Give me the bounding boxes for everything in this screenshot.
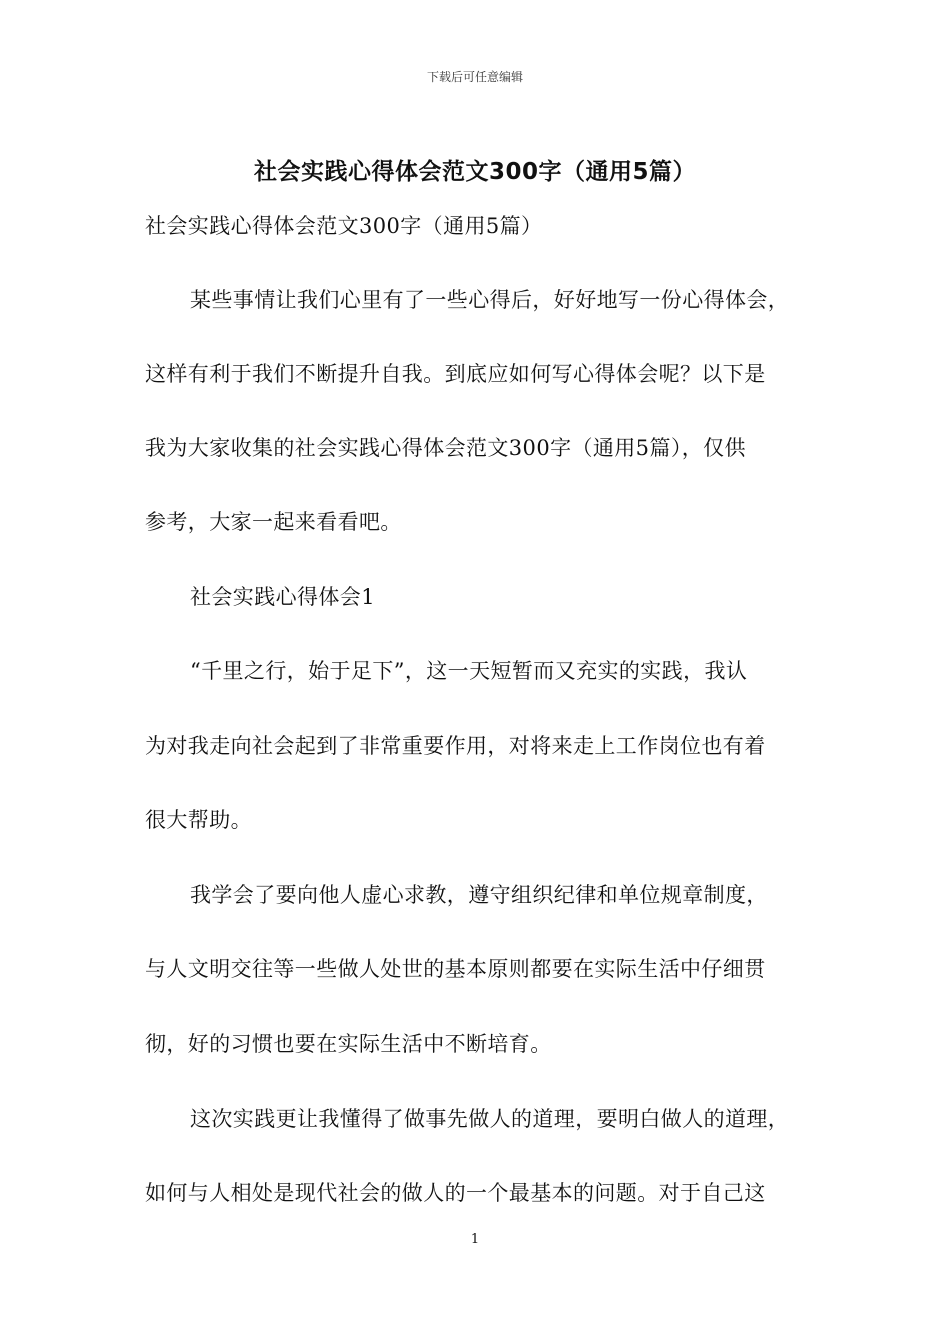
paragraph-line: 很大帮助。 xyxy=(145,808,252,832)
document-subtitle: 社会实践心得体会范文300字（通用5篇） xyxy=(145,214,543,238)
paragraph-line: 这次实践更让我懂得了做事先做人的道理，要明白做人的道理， xyxy=(190,1107,790,1131)
paragraph-line: 我为大家收集的社会实践心得体会范文300字（通用5篇），仅供 xyxy=(145,436,746,460)
section-heading: 社会实践心得体会1 xyxy=(190,585,375,609)
page-number: 1 xyxy=(470,1232,480,1247)
paragraph-line: 参考，大家一起来看看吧。 xyxy=(145,510,402,534)
paragraph-line: 彻，好的习惯也要在实际生活中不断培育。 xyxy=(145,1032,552,1056)
paragraph-line: “千里之行，始于足下”，这一天短暂而又充实的实践，我认 xyxy=(190,659,748,683)
paragraph-line: 与人文明交往等一些做人处世的基本原则都要在实际生活中仔细贯 xyxy=(145,957,766,981)
paragraph-line: 某些事情让我们心里有了一些心得后，好好地写一份心得体会， xyxy=(190,288,790,312)
header-note: 下载后可任意编辑 xyxy=(426,70,523,84)
paragraph-line: 这样有利于我们不断提升自我。到底应如何写心得体会呢？以下是 xyxy=(145,362,766,386)
paragraph-line: 如何与人相处是现代社会的做人的一个最基本的问题。对于自己这 xyxy=(145,1181,766,1205)
paragraph-line: 我学会了要向他人虚心求教，遵守组织纪律和单位规章制度， xyxy=(190,883,768,907)
paragraph-line: 为对我走向社会起到了非常重要作用，对将来走上工作岗位也有着 xyxy=(145,734,766,758)
document-title: 社会实践心得体会范文300字（通用5篇） xyxy=(253,159,696,185)
